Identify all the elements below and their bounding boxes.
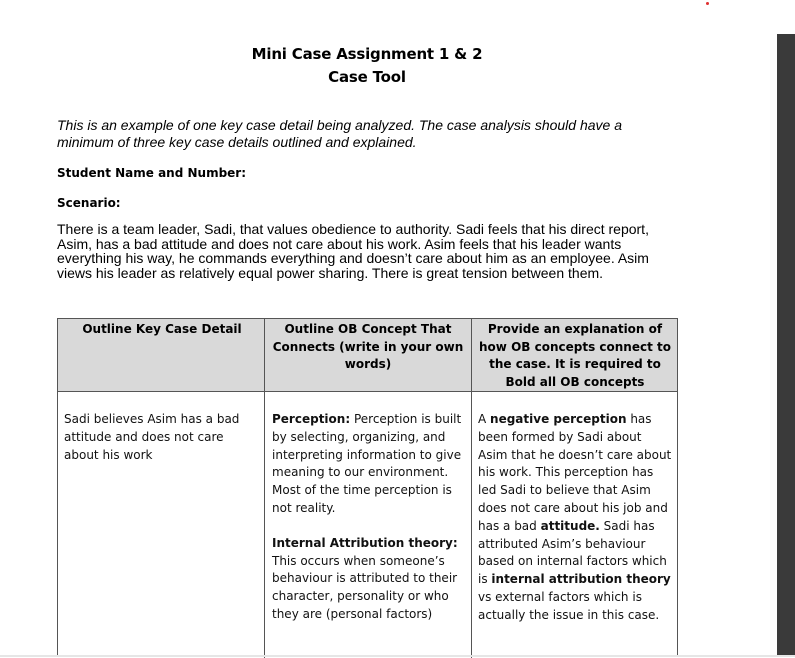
intro-text: This is an example of one key case detail being analyzed. The case analysis should have a minimum of three key case details outlined and explained. xyxy=(57,117,623,150)
explanation-text: A xyxy=(478,412,491,426)
header-key-case-detail: Outline Key Case Detail xyxy=(82,322,242,336)
explanation-text: has been formed by Sadi about Asim that he doesn’t care about his work. This perception has led Sadi to believe that Asim does not care about his job and has a bad xyxy=(478,412,672,533)
column-divider xyxy=(471,319,472,658)
column-divider xyxy=(264,319,265,658)
term-perception: Perception: xyxy=(272,412,351,426)
scrollbar[interactable] xyxy=(777,34,795,657)
term-internal-attribution: Internal Attribution theory: xyxy=(272,535,458,550)
case-tool-table xyxy=(57,318,678,657)
explanation-text: Sadi has attributed Asim’s behaviour based on internal factors which is xyxy=(478,518,667,587)
perception-definition: Perception is built by selecting, organizing, and interpreting information to give meaning to our environment. Most of the time perception is not reality. xyxy=(272,412,462,515)
bold-ob-concept: negative perception xyxy=(490,412,627,426)
cell-key-case-detail: Sadi believes Asim has a bad attitude and does not care about his work xyxy=(64,412,240,462)
header-explanation: Provide an explanation of how OB concepts connect to the case. It is required to Bold all OB concepts xyxy=(479,322,671,389)
student-name-label: Student Name and Number: xyxy=(57,166,247,180)
document-subtitle: Case Tool xyxy=(328,68,406,86)
explanation-text: vs external factors which is actually the issue in this case. xyxy=(478,589,660,622)
bold-ob-concept: attitude. xyxy=(540,518,600,533)
cell-ob-concept xyxy=(272,411,468,624)
scenario-label: Scenario: xyxy=(57,196,121,210)
attribution-definition: This occurs when someone’s behaviour is attributed to their character, personality or who they are (personal factors) xyxy=(272,553,458,621)
header-ob-concept: Outline OB Concept That Connects (write in your own words) xyxy=(272,322,464,371)
marker-dot xyxy=(706,2,709,5)
cell-explanation xyxy=(478,411,674,625)
document-title: Mini Case Assignment 1 & 2 xyxy=(251,45,483,63)
bold-ob-concept: internal attribution theory xyxy=(491,572,671,587)
scenario-text: There is a team leader, Sadi, that values obedience to authority. Sadi feels that his direct report, Asim, has a bad attitude and does not care about his work. Asim feels that his leader wants everything his way, he commands everything and doesn’t care about him as an employee. Asim views his leader as relatively equal power sharing. There is great tension between them. xyxy=(57,221,649,281)
